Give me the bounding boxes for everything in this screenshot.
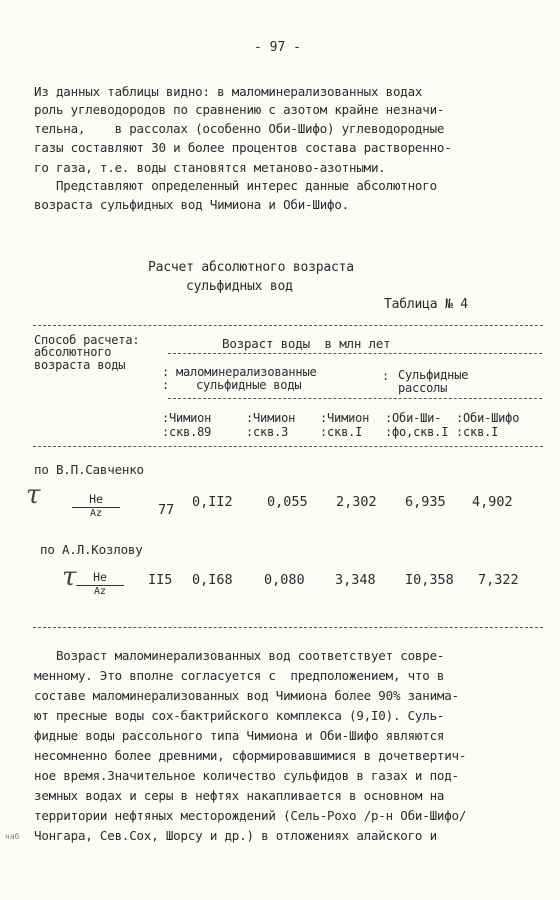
table-cell: 4,902: [472, 494, 513, 510]
document-page: - 97 - Из данных таблицы видно: в маломинерализованных водах роль углеводородов по сравнению с азотом крайне незначи- тельна, в рассолах (особенно Оби-Шифо) углеводородные газы составляют 30 и более процентов состава растворенно- го газа, т.е. воды становятся метаново-азотными. Представляют определенный интерес данные абсолютного возраста сульфидных вод Чимиона и Оби-Шифо. Расчет абсолютного возраста сульфидных вод Таблица № 4 Способ расчета: абсолютного возраста воды Возраст воды в млн лет : маломинерализованные : сульфидные воды : Сульфидные рассолы :Чимион :скв.89 :Чимион :скв.3 :Чимион :скв.I :Оби-Ши- :фо,скв.I :Оби-Шифо :скв.I по В.П.Савченко τ $\frac{He}{Az}$ 77 0,II2 0,055 2,302 6,935 4,902 по А.Л.Козлову τ $\frac{He}{Az}$ II5 0,I68 0,080 3,348 I0,358 7,322 Возраст маломинерализованных вод соответствует совре- менному. Это вполне согласуется с предположением, что в составе маломинерализованных вод Чимиона более 90% занима- ют пресные воды сох-бактрийского комплекса (9,I0). Суль- фидные воды рассольного типа Чимиона и Оби-Шифо являются несомненно более древними, сформировавшимися в дочетвертич- ное время.Значительное количество сульфидов в газах и под- земных водах и серы в нефтях накапливается в основном на территории нефтяных месторождений (Сель-Рохо /р-н Оби-Шифо/ Чонгара, Сев.Сох, Шорсу и др.) в отложениях алайского и наб: [0, 0, 560, 900]
group-header: сульфидные воды: [196, 378, 302, 392]
row-method: по В.П.Савченко: [34, 462, 144, 477]
table-cell: 0,055: [267, 494, 308, 510]
outro-line: земных водах и серы в нефтях накапливается в основном на: [34, 788, 445, 803]
intro-line: го газа, т.е. воды становятся метаново-азотными.: [34, 160, 386, 175]
outro-line: фидные воды рассольного типа Чимиона и Оби-Шифо являются: [34, 728, 445, 743]
row-coefficient: 77: [158, 502, 175, 518]
fraction: $\frac{He}{Az}$: [76, 570, 124, 597]
table-cell: 6,935: [405, 494, 446, 510]
column-header: :Чимион: [246, 411, 296, 425]
table-header-method: Способ расчета:: [34, 333, 140, 347]
table-cell: 0,080: [264, 572, 305, 588]
outro-line: ное время.Значительное количество сульфидов в газах и под-: [34, 768, 459, 783]
table-cell: I0,358: [405, 572, 454, 588]
table-header-age: Возраст воды в млн лет: [222, 336, 391, 351]
row-coefficient: II5: [148, 572, 173, 588]
intro-line: тельна, в рассолах (особенно Оби-Шифо) углеводородные: [34, 121, 445, 136]
outro-line: несомненно более древними, сформировавшимися в дочетвертич-: [34, 748, 467, 763]
column-header: :Чимион: [320, 411, 370, 425]
table-title: Расчет абсолютного возраста: [148, 260, 354, 275]
outro-line: составе маломинерализованных вод Чимиона более 90% занима-: [34, 688, 459, 703]
margin-note: наб: [5, 832, 20, 841]
table-cell: 0,II2: [192, 494, 233, 510]
tau-symbol: τ: [26, 480, 41, 510]
column-header: :Оби-Ши-: [385, 411, 442, 425]
table-top-rule: [33, 325, 543, 326]
table-header-rule: [168, 353, 542, 354]
page-number: - 97 -: [254, 40, 301, 55]
table-header-bottom-rule: [33, 446, 543, 447]
outro-line: Чонгара, Сев.Сох, Шорсу и др.) в отложениях алайского и: [34, 828, 437, 843]
outro-line: Возраст маломинерализованных вод соответствует совре-: [34, 648, 445, 663]
table-cell: 3,348: [335, 572, 376, 588]
table-title: сульфидных вод: [186, 279, 293, 294]
table-number: Таблица № 4: [384, 297, 468, 312]
table-cell: 0,I68: [192, 572, 233, 588]
column-header: :скв.3: [246, 425, 289, 439]
table-header-method: возраста воды: [34, 358, 126, 372]
tau-symbol: τ: [62, 562, 77, 592]
intro-line: Из данных таблицы видно: в маломинерализованных водах: [34, 84, 423, 99]
column-header: :фо,скв.I: [385, 425, 449, 439]
column-header: :Оби-Шифо: [456, 411, 520, 425]
column-header: :скв.I: [456, 425, 499, 439]
column-header: :скв.89: [162, 425, 212, 439]
intro-line: возраста сульфидных вод Чимиона и Оби-Шифо.: [34, 197, 350, 212]
table-cell: 2,302: [336, 494, 377, 510]
intro-line: Представляют определенный интерес данные абсолютного: [34, 178, 437, 193]
table-bottom-rule: [33, 627, 543, 628]
outro-line: территории нефтяных месторождений (Сель-Рохо /р-н Оби-Шифо/: [34, 808, 467, 823]
outro-line: менному. Это вполне согласуется с предположением, что в: [34, 668, 445, 683]
fraction: $\frac{He}{Az}$: [72, 492, 120, 519]
column-header: :скв.I: [320, 425, 363, 439]
group-header: Сульфидные: [398, 368, 469, 382]
group-header: рассолы: [398, 381, 448, 395]
table-subheader-rule: [168, 398, 542, 399]
table-cell: 7,322: [478, 572, 519, 588]
intro-line: газы составляют 30 и более процентов состава растворенно-: [34, 140, 452, 155]
table-header-method: абсолютного: [34, 345, 112, 359]
row-method: по А.Л.Козлову: [40, 542, 143, 557]
column-header: :Чимион: [162, 411, 212, 425]
outro-line: ют пресные воды сох-бактрийского комплекса (9,I0). Суль-: [34, 708, 445, 723]
group-header: маломинерализованные: [176, 365, 317, 379]
intro-line: роль углеводородов по сравнению с азотом крайне незначи-: [34, 102, 445, 117]
